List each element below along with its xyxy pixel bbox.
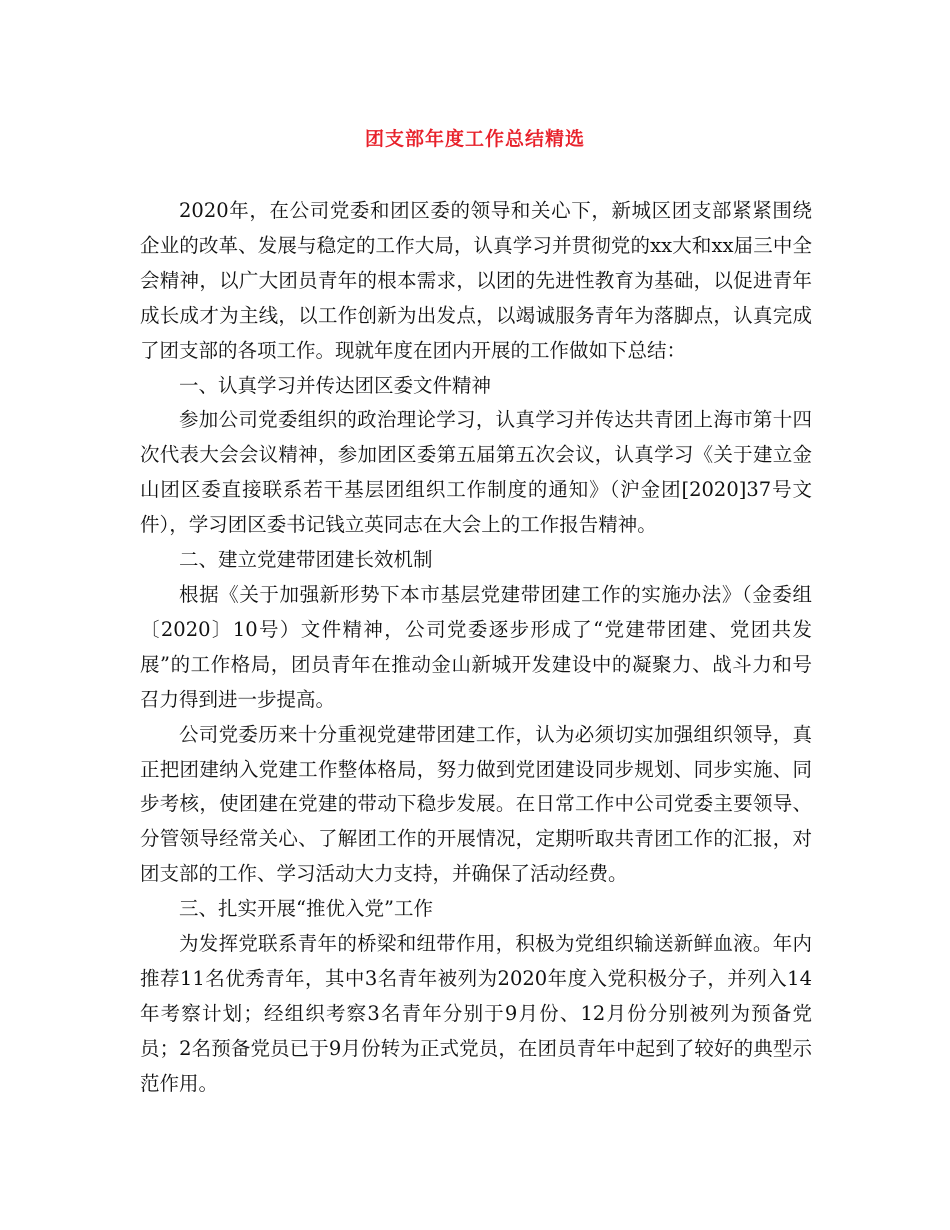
paragraph-section-2b: 公司党委历来十分重视党建带团建工作，认为必须切实加强组织领导，真正把团建纳入党建工作整体格局，努力做到党团建设同步规划、同步实施、同步考核，使团建在党建的带动下稳步发展。在日常工作中公司党委主要领导、分管领导经常关心、了解团工作的开展情况，定期听取共青团工作的汇报，对团支部的工作、学习活动大力支持，并确保了活动经费。 bbox=[140, 722, 812, 886]
paragraph-section-3: 为发挥党联系青年的桥梁和纽带作用，积极为党组织输送新鲜血液。年内推荐11名优秀青年，其中3名青年被列为2020年度入党积极分子，并列入14年考察计划；经组织考察3名青年分别于9月份、12月份分别被列为预备党员；2名预备党员已于9月份转为正式党员，在团员青年中起到了较好的典型示范作用。 bbox=[140, 932, 812, 1095]
section-heading-3: 三、扎实开展“推优入党”工作 bbox=[179, 897, 433, 921]
document-body bbox=[140, 194, 812, 1102]
paragraph-section-2a: 根据《关于加强新形势下本市基层党建带团建工作的实施办法》（金委组〔2020〕10号）文件精神，公司党委逐步形成了“党建带团建、党团共发展”的工作格局，团员青年在推动金山新城开发建设中的凝聚力、战斗力和号召力得到进一步提高。 bbox=[140, 582, 812, 711]
section-heading-2: 二、建立党建带团建长效机制 bbox=[179, 548, 433, 572]
paragraph-section-1: 参加公司党委组织的政治理论学习，认真学习并传达共青团上海市第十四次代表大会会议精神，参加团区委第五届第五次会议，认真学习《关于建立金山团区委直接联系若干基层团组织工作制度的通知》（沪金团[2020]37号文件），学习团区委书记钱立英同志在大会上的工作报告精神。 bbox=[140, 408, 812, 537]
paragraph-intro: 2020年，在公司党委和团区委的领导和关心下，新城区团支部紧紧围绕企业的改革、发展与稳定的工作大局，认真学习并贯彻党的xx大和xx届三中全会精神，以广大团员青年的根本需求，以团的先进性教育为基础，以促进青年成长成才为主线，以工作创新为出发点，以竭诚服务青年为落脚点，认真完成了团支部的各项工作。现就年度在团内开展的工作做如下总结： bbox=[140, 199, 812, 362]
document-title: 团支部年度工作总结精选 bbox=[364, 128, 585, 150]
section-heading-1: 一、认真学习并传达团区委文件精神 bbox=[179, 373, 492, 397]
